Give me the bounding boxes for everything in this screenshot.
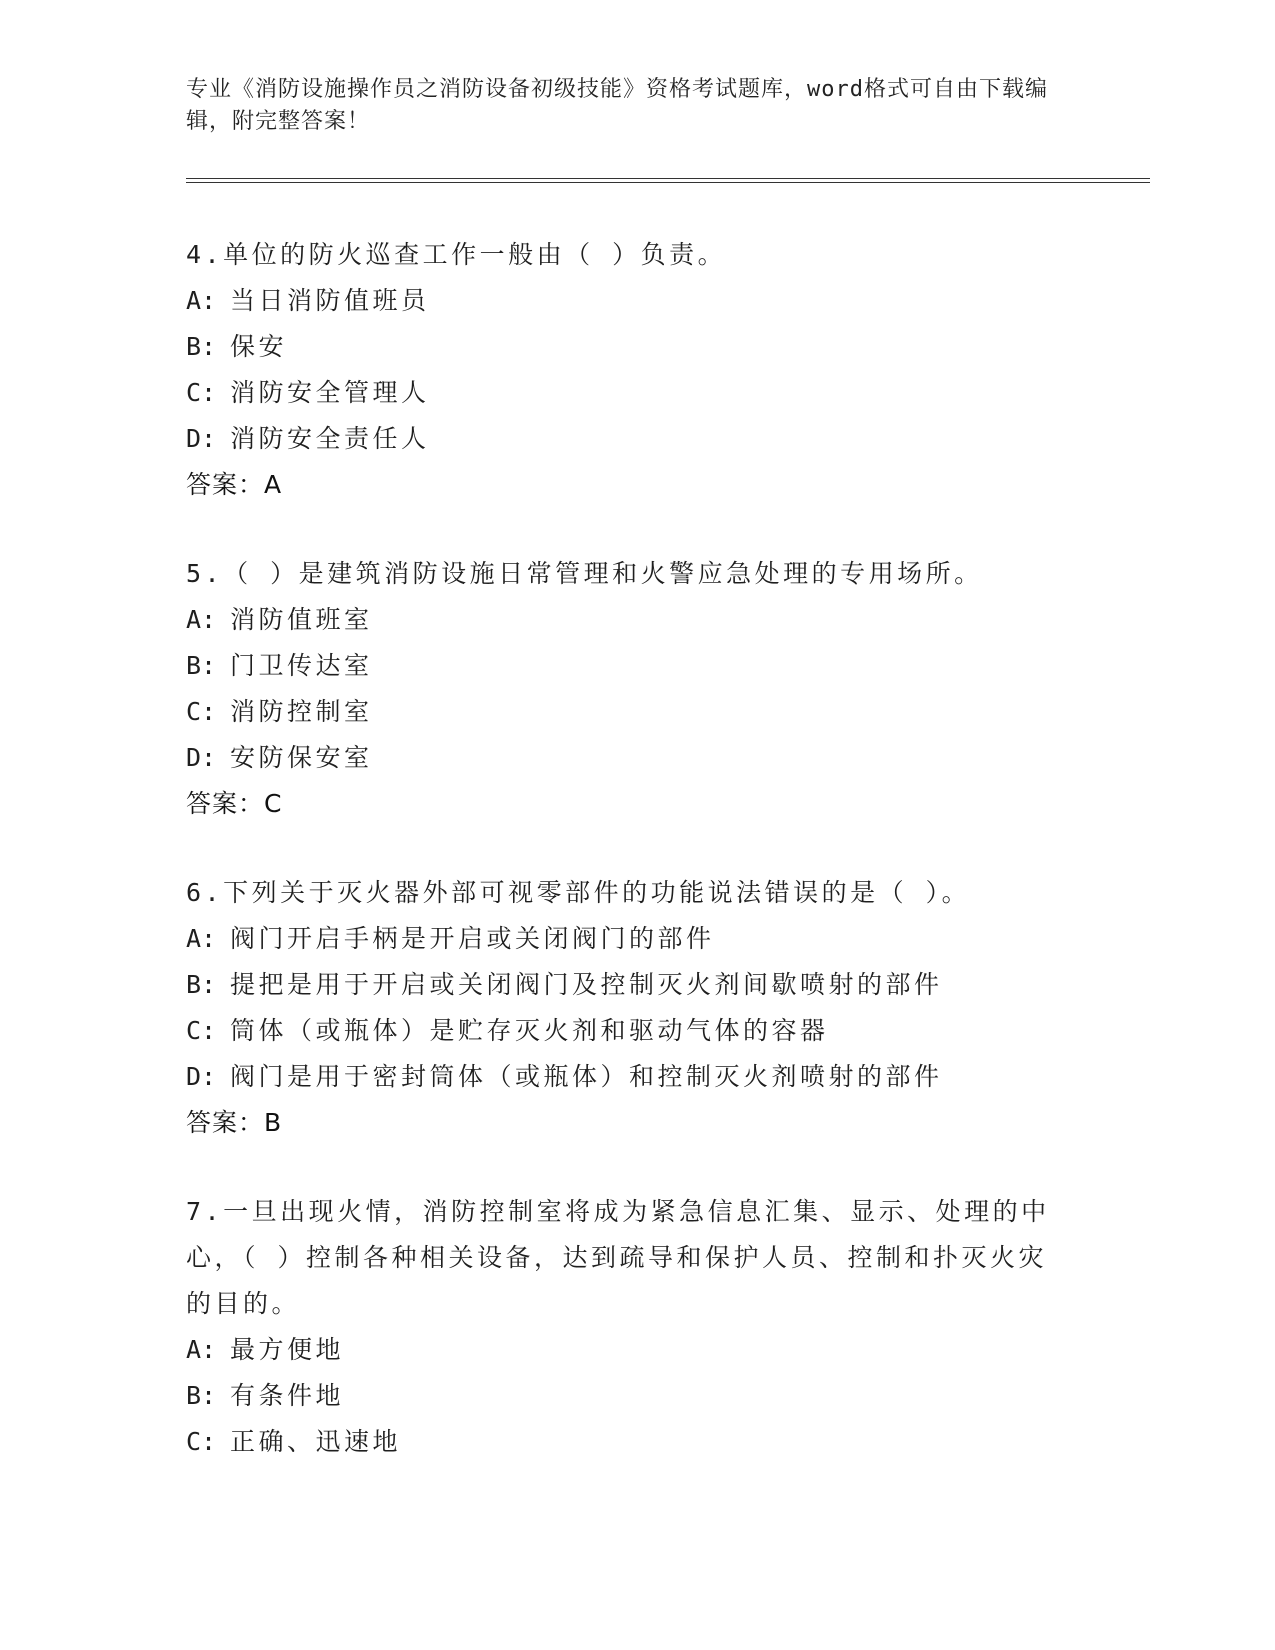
option-text: 提把是用于开启或关闭阀门及控制灭火剂间歇喷射的部件 [230, 970, 943, 999]
option-letter: B: [186, 332, 217, 361]
option-c [186, 370, 1066, 416]
option-text: 当日消防值班员 [230, 286, 430, 315]
option-text: 正确、迅速地 [230, 1427, 402, 1456]
option-text: 消防值班室 [230, 605, 373, 634]
question-stem: 6.下列关于灭火器外部可视零部件的功能说法错误的是（ ）。 [186, 878, 971, 907]
option-letter: A: [186, 1335, 217, 1364]
option-c [186, 1008, 1066, 1054]
question-stem: 4.单位的防火巡查工作一般由（ ）负责。 [186, 240, 727, 269]
question-stem: 5.（ ）是建筑消防设施日常管理和火警应急处理的专用场所。 [186, 559, 983, 588]
option-text: 最方便地 [230, 1335, 345, 1364]
option-text: 消防控制室 [230, 697, 373, 726]
option-text: 保安 [230, 332, 288, 361]
option-b [186, 1373, 1066, 1419]
option-letter: C: [186, 697, 217, 726]
answer: 答案：C [186, 789, 283, 818]
option-letter: D: [186, 424, 217, 453]
option-text: 消防安全管理人 [230, 378, 430, 407]
option-text: 阀门开启手柄是开启或关闭阀门的部件 [230, 924, 715, 953]
answer: 答案：B [186, 1108, 283, 1137]
option-text: 安防保安室 [230, 743, 373, 772]
answer: 答案：A [186, 470, 283, 499]
option-letter: A: [186, 605, 217, 634]
option-d [186, 416, 1066, 462]
question-4 [186, 232, 1066, 508]
option-text: 门卫传达室 [230, 651, 373, 680]
option-text: 有条件地 [230, 1381, 345, 1410]
option-d [186, 1054, 1066, 1100]
option-letter: B: [186, 1381, 217, 1410]
option-letter: C: [186, 1427, 217, 1456]
option-letter: A: [186, 286, 217, 315]
option-text: 筒体（或瓶体）是贮存灭火剂和驱动气体的容器 [230, 1016, 829, 1045]
option-c [186, 1419, 1066, 1465]
option-a [186, 916, 1066, 962]
option-c [186, 689, 1066, 735]
question-7 [186, 1189, 1066, 1465]
document-header: 专业《消防设施操作员之消防设备初级技能》资格考试题库，word格式可自由下载编辑，附完整答案！ [186, 77, 1048, 134]
option-a [186, 278, 1066, 324]
option-a [186, 1327, 1066, 1373]
option-a [186, 597, 1066, 643]
question-5 [186, 551, 1066, 827]
option-b [186, 324, 1066, 370]
option-letter: B: [186, 651, 217, 680]
option-letter: C: [186, 1016, 217, 1045]
option-text: 消防安全责任人 [230, 424, 430, 453]
option-letter: D: [186, 1062, 217, 1091]
option-d [186, 735, 1066, 781]
header-divider-top [186, 178, 1150, 179]
option-letter: D: [186, 743, 217, 772]
header-divider-bottom [186, 182, 1150, 183]
option-letter: A: [186, 924, 217, 953]
option-b [186, 962, 1066, 1008]
option-letter: B: [186, 970, 217, 999]
option-letter: C: [186, 378, 217, 407]
question-6 [186, 870, 1066, 1146]
option-text: 阀门是用于密封筒体（或瓶体）和控制灭火剂喷射的部件 [230, 1062, 943, 1091]
option-b [186, 643, 1066, 689]
question-stem: 7.一旦出现火情，消防控制室将成为紧急信息汇集、显示、处理的中心，（ ）控制各种相关设备，达到疏导和保护人员、控制和扑灭火灾的目的。 [186, 1197, 1050, 1318]
